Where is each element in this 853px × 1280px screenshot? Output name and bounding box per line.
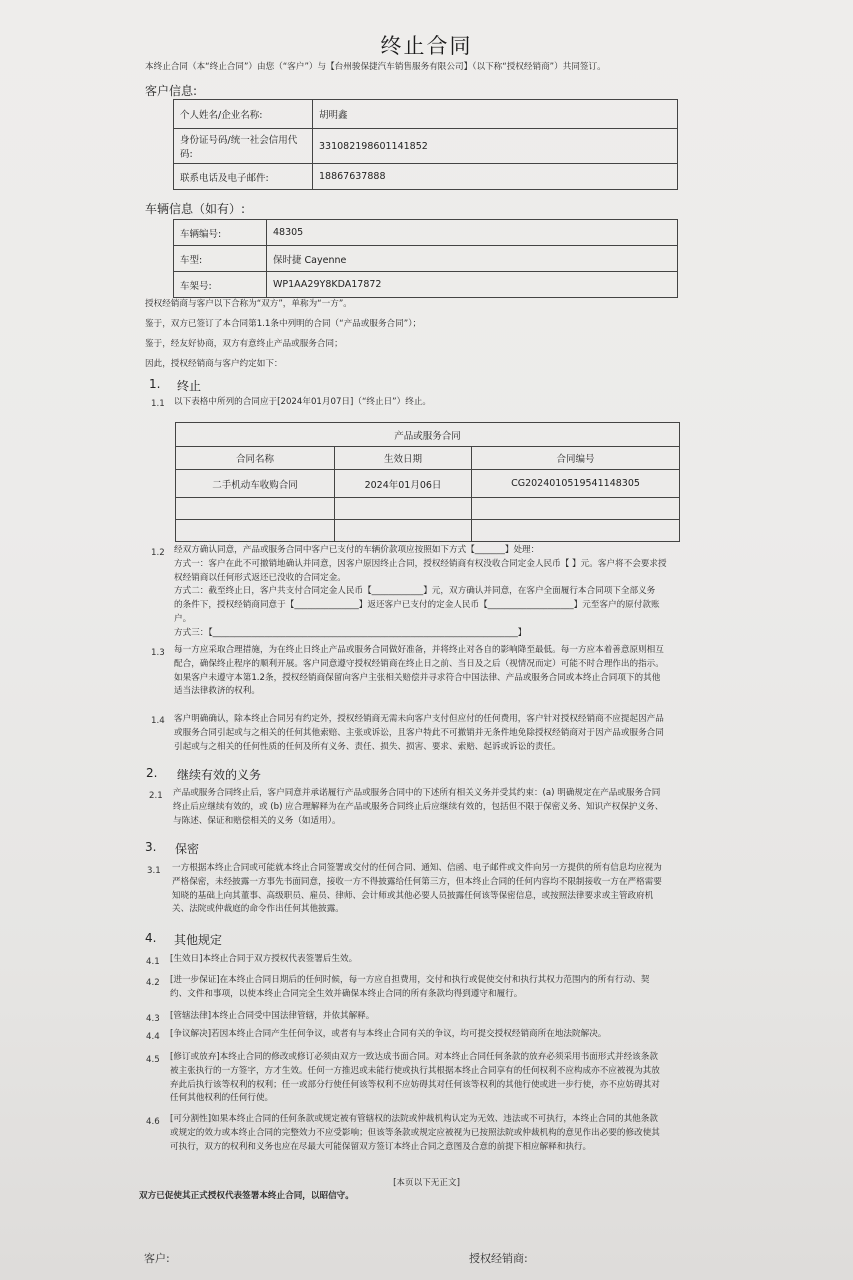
clause-4-4-text: [争议解决]若因本终止合同产生任何争议，或者有与本终止合同有关的争议，均可提交授权经销商所在地法院解决。 xyxy=(170,1029,607,1039)
text-line: 约、文件和事项，以使本终止合同完全生效并确保本终止合同的所有条款均得到遵守和履行。 xyxy=(170,988,523,999)
dealer-signature-label: 授权经销商: xyxy=(469,1252,528,1265)
text-line: [进一步保证]在本终止合同日期后的任何时候，每一方应自担费用，交付和执行或促使交付和执行其权力范围内的所有行动、契 xyxy=(170,975,650,985)
text-line: 被主张执行的一方签字，方才生效。任何一方推迟或未能行使或执行其根据本终止合同享有的任何权利不应构成亦不应被视为其放 xyxy=(170,1065,660,1076)
customer-contact-value: 18867637888 xyxy=(313,164,678,190)
clause-2-1-number: 2.1 xyxy=(149,791,163,801)
text-line: 经双方确认同意，产品或服务合同中客户已支付的车辆价款项应按照如下方式【_______】处理： xyxy=(174,545,540,555)
contract-table-caption: 产品或服务合同 xyxy=(176,423,680,447)
clause-4-2-text xyxy=(170,974,844,1002)
vin-value: WP1AA29Y8KDA17872 xyxy=(267,272,678,298)
section-4-number: 4. xyxy=(145,931,157,945)
customer-name-label: 个人姓名/企业名称: xyxy=(174,100,313,129)
signing-statement: 双方已促使其正式授权代表签署本终止合同，以昭信守。 xyxy=(139,1191,354,1201)
table-header-row xyxy=(176,447,680,470)
text-line: 终止后应继续有效的，或 (b) 应合理解释为在产品或服务合同终止后应继续有效的，包括但不限于保密义务、知识产权保护义务、 xyxy=(173,801,664,812)
document-title: 终止合同 xyxy=(380,34,473,58)
table-cell xyxy=(335,520,472,542)
text-line: 方式三：【_______________________________________________________________________】 xyxy=(174,627,527,638)
text-line: [修订或放弃]本终止合同的修改或修订必须由双方一致达成书面合同。对本终止合同任何条款的放弃必须采用书面形式并经该条款 xyxy=(170,1052,658,1062)
text-line: [可分割性]如果本终止合同的任何条款或规定被有管辖权的法院或仲裁机构认定为无效、违法或不可执行，本终止合同的其他条款 xyxy=(170,1114,658,1124)
clause-1-3-text xyxy=(174,644,844,699)
text-line: 一方根据本终止合同或可能就本终止合同签署或交付的任何合同、通知、信函、电子邮件或文件向另一方提供的所有信息均应视为 xyxy=(172,863,662,873)
section-4-title: 其他规定 xyxy=(174,933,223,947)
table-row xyxy=(174,129,678,164)
whereas-1: 鉴于，双方已签订了本合同第1.1条中列明的合同（“产品或服务合同”）； xyxy=(145,319,422,329)
therefore-clause: 因此，授权经销商与客户约定如下： xyxy=(145,359,283,369)
intro-paragraph: 本终止合同（本“终止合同”）由您（“客户”）与【台州骏保捷汽车销售服务有限公司】（以下称“授权经销商”）共同签订。 xyxy=(145,62,606,72)
clause-4-6-text xyxy=(170,1113,844,1154)
vehicle-model-value: 保时捷 Cayenne xyxy=(267,246,678,272)
table-row xyxy=(176,423,680,447)
vin-label: 车架号: xyxy=(174,272,267,298)
text-line: 与陈述、保证和赔偿相关的义务（如适用）。 xyxy=(173,815,341,826)
table-cell xyxy=(176,520,335,542)
clause-4-4-number: 4.4 xyxy=(146,1032,160,1042)
text-line: 方式一：客户在此不可撤销地确认并同意，因客户原因终止合同，授权经销商有权没收合同定金人民币【 】元。客户将不会要求授 xyxy=(174,558,667,569)
customer-id-value: 331082198601141852 xyxy=(313,129,678,164)
text-line: 可执行，双方的权利和义务也应在尽最大可能保留双方签订本终止合同之意图及合意的前提下相应解释和执行。 xyxy=(170,1141,592,1152)
table-cell xyxy=(176,498,335,520)
clause-1-4-text xyxy=(174,713,844,754)
section-1-title: 终止 xyxy=(177,379,202,393)
customer-contact-label: 联系电话及电子邮件: xyxy=(174,164,313,190)
clause-4-1-number: 4.1 xyxy=(146,957,160,967)
customer-name-value: 胡明鑫 xyxy=(313,100,678,129)
effective-date-header: 生效日期 xyxy=(335,447,472,470)
table-row xyxy=(176,470,680,498)
clause-1-2-text xyxy=(174,544,844,641)
table-cell xyxy=(472,520,680,542)
section-2-number: 2. xyxy=(146,766,158,780)
text-line: 任何其他权利的任何行使。 xyxy=(170,1093,274,1104)
customer-info-table xyxy=(173,99,678,190)
text-line: 引起或与之相关的任何性质的任何及所有义务、责任、损失、损害、要求、索赔、起诉或诉讼的责任。 xyxy=(174,741,561,752)
vehicle-number-value: 48305 xyxy=(267,220,678,246)
table-row xyxy=(174,220,678,246)
clause-3-1-number: 3.1 xyxy=(147,866,161,876)
vehicle-info-heading: 车辆信息（如有）: xyxy=(145,202,246,216)
section-3-number: 3. xyxy=(145,840,157,854)
text-line: 的条件下，授权经销商同意于【_______________】返还客户已支付的定金人民币【____________________】元至客户的原付款账 xyxy=(174,600,660,611)
parties-note: 授权经销商与客户以下合称为“双方”，单称为“一方”。 xyxy=(145,299,352,309)
vehicle-number-label: 车辆编号: xyxy=(174,220,267,246)
table-row xyxy=(176,498,680,520)
text-line: 知晓的基础上向其董事、高级职员、雇员、律师、会计师或其他必要人员披露任何该等保密信息，或按照法律要求或主管政府机 xyxy=(172,890,654,901)
text-line: 权经销商以任何形式返还已没收的合同定金。 xyxy=(174,572,346,583)
text-line: 每一方应采取合理措施，为在终止日终止产品或服务合同做好准备，并将终止对各自的影响降至最低。每一方应本着善意原则相互 xyxy=(174,645,664,655)
text-line: 严格保密，未经披露一方事先书面同意，接收一方不得披露给任何第三方，但本终止合同的任何内容均不限制接收一方在严格需要 xyxy=(172,876,662,887)
table-row xyxy=(176,520,680,542)
contract-name-header: 合同名称 xyxy=(176,447,335,470)
table-row xyxy=(174,164,678,190)
table-cell xyxy=(335,498,472,520)
clause-1-2-number: 1.2 xyxy=(151,548,165,558)
clause-2-1-text xyxy=(173,787,845,828)
text-line: 户。 xyxy=(174,613,192,624)
clause-4-1-text: [生效日]本终止合同于双方授权代表签署后生效。 xyxy=(170,954,358,964)
customer-signature-label: 客户: xyxy=(144,1252,170,1265)
clause-4-6-number: 4.6 xyxy=(146,1117,160,1127)
section-1-number: 1. xyxy=(149,377,161,391)
no-text-below-note: [本页以下无正文] xyxy=(393,1178,460,1188)
table-cell: 二手机动车收购合同 xyxy=(176,470,335,498)
text-line: 适当法律救济的权利。 xyxy=(174,686,260,697)
clause-4-5-number: 4.5 xyxy=(146,1055,160,1065)
clause-4-5-text xyxy=(170,1051,844,1106)
contract-table xyxy=(175,422,680,542)
text-line: 或规定的效力或本终止合同的完整效力不应受影响；但该等条款或规定应被视为已按照法院或仲裁机构的意见作出必要的修改使其 xyxy=(170,1127,660,1138)
clause-4-2-number: 4.2 xyxy=(146,978,160,988)
table-cell: 2024年01月06日 xyxy=(335,470,472,498)
clause-1-4-number: 1.4 xyxy=(151,716,165,726)
text-line: 客户明确确认，除本终止合同另有约定外，授权经销商无需未向客户支付但应付的任何费用，客户针对授权经销商不应提起因产品 xyxy=(174,714,664,724)
text-line: 配合，确保终止程序的顺利开展。客户同意遵守授权经销商在终止日之前、当日及之后（视情况而定）可能不时合理作出的指示。 xyxy=(174,658,664,669)
table-cell: CG2024010519541148305 xyxy=(472,470,680,498)
text-line: 产品或服务合同终止后，客户同意并承诺履行产品或服务合同中的下述所有相关义务并受其约束：(a) 明确规定在产品或服务合同 xyxy=(173,788,661,798)
clause-4-3-text: [管辖法律]本终止合同受中国法律管辖，并依其解释。 xyxy=(170,1011,375,1021)
clause-1-1-number: 1.1 xyxy=(151,399,165,409)
table-cell xyxy=(472,498,680,520)
whereas-2: 鉴于，经友好协商，双方有意终止产品或服务合同； xyxy=(145,339,343,349)
contract-number-header: 合同编号 xyxy=(472,447,680,470)
text-line: 方式二：截至终止日，客户共支付合同定金人民币【____________】元，双方确认并同意，在客户全面履行本合同项下全部义务 xyxy=(174,586,656,597)
text-line: 如果客户未遵守本第1.2条，授权经销商保留向客户主张相关赔偿并寻求符合中国法律、产品或服务合同或本终止合同项下的其他 xyxy=(174,672,661,683)
clause-1-3-number: 1.3 xyxy=(151,648,165,658)
table-row xyxy=(174,246,678,272)
section-3-title: 保密 xyxy=(175,842,200,856)
table-row xyxy=(174,272,678,298)
clause-3-1-text xyxy=(172,862,844,917)
vehicle-info-table xyxy=(173,219,678,298)
table-row xyxy=(174,100,678,129)
customer-info-heading: 客户信息: xyxy=(145,84,198,98)
section-2-title: 继续有效的义务 xyxy=(177,768,262,782)
vehicle-model-label: 车型: xyxy=(174,246,267,272)
clause-4-3-number: 4.3 xyxy=(146,1014,160,1024)
text-line: 或服务合同引起或与之相关的任何其他索赔、主张或诉讼，且客户特此不可撤销并无条件地免除授权经销商对于因产品或服务合同 xyxy=(174,727,664,738)
clause-1-1-text: 以下表格中所列的合同应于[2024年01月07日]（“终止日”）终止。 xyxy=(174,397,432,407)
text-line: 弃此后执行该等权利的权利；任一或部分行使任何该等权利不应妨碍其对任何该等权利的其他行使或进一步行使，亦不应妨碍其对 xyxy=(170,1079,660,1090)
text-line: 关、法院或仲裁庭的命令作出任何其他披露。 xyxy=(172,904,344,915)
customer-id-label: 身份证号码/统一社会信用代码: xyxy=(174,129,313,164)
